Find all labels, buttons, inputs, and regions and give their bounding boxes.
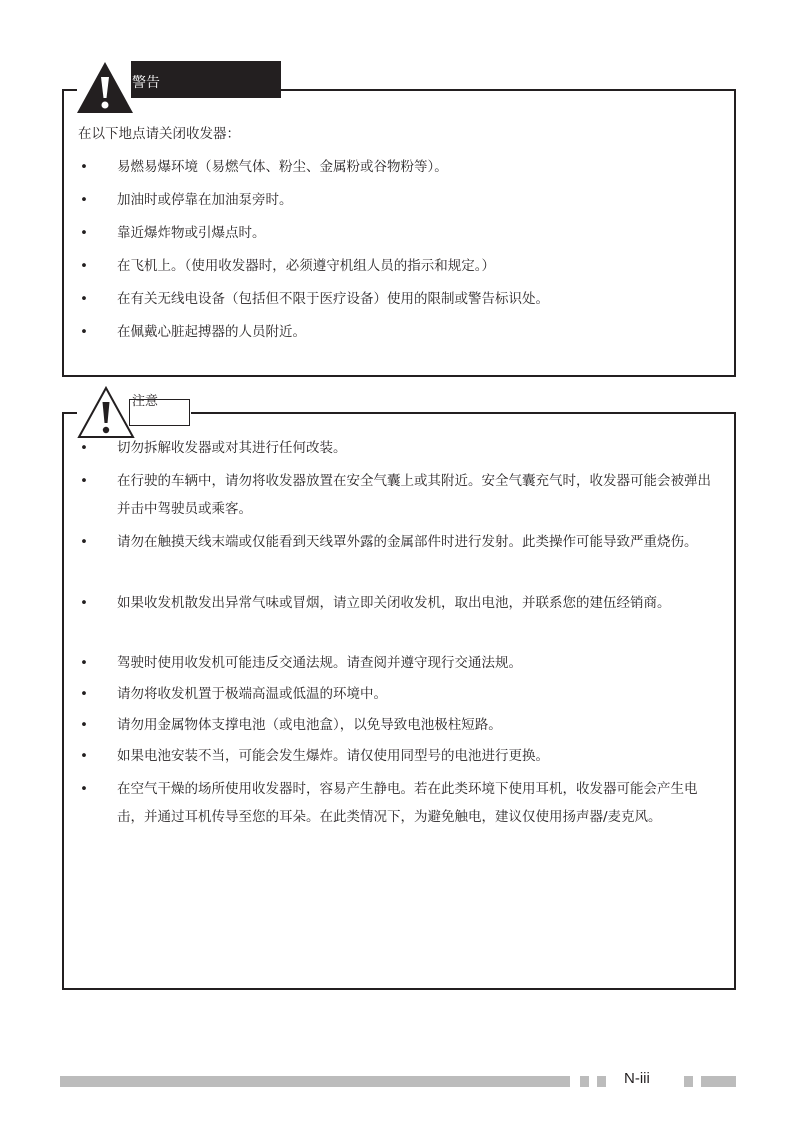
caution-triangle-icon — [76, 385, 136, 440]
warning-label: 警告 — [132, 75, 160, 91]
caution-label: 注意 — [132, 394, 159, 409]
footer-bar — [60, 1076, 570, 1087]
warning-triangle-icon — [75, 60, 135, 115]
warning-intro: 在以下地点请关闭收发器： — [78, 126, 240, 142]
footer-square — [597, 1076, 606, 1087]
page-number: N-iii — [624, 1070, 650, 1087]
footer-square — [580, 1076, 589, 1087]
manual-page: 警告 在以下地点请关闭收发器： • 易燃易爆环境（易燃气体、粉尘、金属粉或谷物粉等）。 • 加油时或停靠在加油泵旁时。 • 靠近爆炸物或引爆点时。 • 在飞机上。（使用收发器时，必须遵守机组人员的指示和规定。） • 在有关无线电设备（包括但不限于医疗设备）使用的限制或警告标识处。 • 在佩戴心脏起搏器的人员附近。 注意 • 切勿拆解收发器或对其进行任何改装。 • 在行驶的车辆中，请勿将收发器放置在安全气囊上或其附近。安全气囊充气时，收发器可能会被弹出并击中驾驶员或乘客。 • 请勿在触摸天线末端或仅能看到天线罩外露的金属部件时进行发射。此类操作可能导致严重烧伤。 • 如果收发机散发出异常气味或冒烟，请立即关闭收发机，取出电池，并联系您的建伍经销商。 • 驾驶时使用收发机可能违反交通法规。请查阅并遵守现行交通法规。 • 请勿将收发机置于极端高温或低温的环境中。 • 请勿用金属物体支撑电池（或电池盒），以免导致电池极柱短路。 • 如果电池安装不当，可能会发生爆炸。请仅使用同型号的电池进行更换。 • 在空气干燥的场所使用收发器时，容易产生静电。若在此类环境下使用耳机，收发器可能会产生电击，并通过耳机传导至您的耳朵。在此类情况下，为避免触电，建议仅使用扬声器/麦克风。 N-iii — [0, 0, 797, 1122]
footer-bar — [701, 1076, 736, 1087]
footer-square — [684, 1076, 693, 1087]
